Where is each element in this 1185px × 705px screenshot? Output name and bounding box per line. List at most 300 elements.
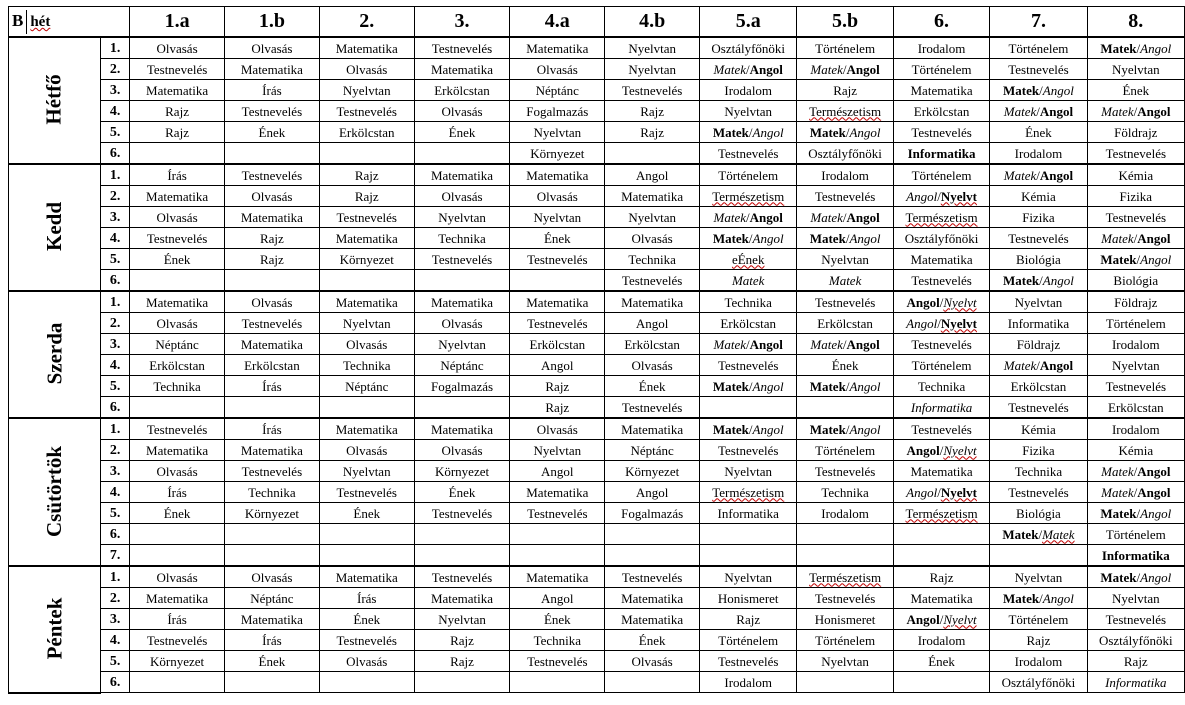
subject-text: Matek — [809, 124, 846, 140]
subject-text: Honismeret — [717, 590, 779, 606]
period-number: 4. — [101, 228, 130, 249]
lesson-row — [9, 291, 1185, 313]
subject-text: Osztályfőnöki — [1098, 632, 1173, 648]
lesson-row — [9, 609, 1185, 630]
subject-text: Angol — [1042, 590, 1074, 606]
lesson-cell — [224, 207, 319, 228]
subject-text: Ének — [928, 653, 955, 669]
lesson-cell — [224, 672, 319, 693]
lesson-cell — [510, 651, 605, 672]
subject-text: Matematika — [621, 188, 684, 204]
subject-text: Írás — [167, 611, 187, 627]
lesson-cell — [130, 482, 225, 503]
subject-text: Angol — [846, 336, 880, 352]
lesson-row — [9, 524, 1185, 545]
subject-text: Olvasás — [441, 442, 483, 458]
subject-text: Nyelvt — [940, 315, 977, 331]
timetable-table — [8, 6, 1185, 694]
subject-text: Rajz — [545, 378, 570, 394]
lesson-cell — [1087, 503, 1184, 524]
lesson-row — [9, 249, 1185, 270]
lesson-cell — [510, 376, 605, 397]
subject-text: Angol — [846, 209, 880, 225]
lesson-cell — [510, 524, 605, 545]
lesson-cell — [797, 440, 893, 461]
lesson-cell — [990, 122, 1087, 143]
subject-separator: / — [746, 336, 750, 352]
subject-text: Testnevelés — [527, 505, 588, 521]
subject-text: Olvasás — [536, 188, 578, 204]
lesson-cell — [1087, 59, 1184, 80]
subject-text: Ének — [163, 505, 191, 521]
subject-text: Angol — [1137, 103, 1171, 119]
subject-text: Matematika — [240, 209, 303, 225]
lesson-cell — [130, 545, 225, 567]
subject-text: Matek — [810, 61, 843, 77]
period-number: 5. — [101, 651, 130, 672]
lesson-cell — [797, 270, 893, 292]
subject-separator: / — [845, 378, 850, 394]
lesson-cell — [130, 334, 225, 355]
lesson-cell — [414, 122, 510, 143]
lesson-cell — [893, 101, 989, 122]
lesson-cell — [1087, 630, 1184, 651]
lesson-cell — [1087, 461, 1184, 482]
subject-text: Informatika — [910, 399, 973, 415]
subject-text: Fogalmazás — [621, 505, 684, 521]
subject-text: Néptánc — [250, 590, 294, 606]
subject-text: Angol — [635, 484, 669, 500]
lesson-cell — [893, 376, 989, 397]
subject-text: Matematika — [335, 569, 398, 585]
lesson-cell — [130, 291, 225, 313]
subject-text: Matematika — [430, 294, 494, 310]
lesson-cell — [797, 651, 893, 672]
subject-text: Fogalmazás — [526, 103, 589, 119]
lesson-cell — [605, 566, 700, 588]
subject-separator: / — [1039, 272, 1043, 288]
lesson-cell — [797, 588, 893, 609]
subject-text: Nyelvt — [940, 188, 977, 204]
lesson-cell — [797, 566, 893, 588]
lesson-cell — [605, 418, 700, 440]
subject-text: Informatika — [1007, 315, 1070, 331]
subject-text: Technika — [821, 484, 869, 500]
subject-text: Matematika — [526, 484, 589, 500]
lesson-row — [9, 59, 1185, 80]
subject-text: Testnevelés — [146, 230, 208, 246]
lesson-cell — [893, 249, 989, 270]
lesson-cell — [510, 440, 605, 461]
subject-separator: / — [748, 378, 753, 394]
lesson-cell — [605, 207, 700, 228]
lesson-cell — [510, 482, 605, 503]
subject-text: Angol — [849, 230, 881, 246]
subject-separator: / — [1039, 590, 1043, 606]
subject-text: Rajz — [259, 230, 284, 246]
subject-text: Ének — [258, 653, 286, 669]
subject-text: Testnevelés — [911, 421, 972, 437]
subject-text: Olvasás — [536, 61, 578, 77]
lesson-cell — [414, 101, 510, 122]
subject-text: Nyelvt — [943, 611, 977, 627]
lesson-cell — [224, 164, 319, 186]
lesson-cell — [414, 334, 510, 355]
subject-text: Angol — [849, 421, 881, 437]
lesson-cell — [510, 418, 605, 440]
lesson-cell — [414, 588, 510, 609]
lesson-cell — [130, 672, 225, 693]
subject-text: Testnevelés — [814, 463, 876, 479]
lesson-cell — [605, 143, 700, 165]
subject-separator: / — [1039, 82, 1043, 98]
subject-text: Testnevelés — [814, 188, 876, 204]
subject-separator: / — [842, 61, 847, 77]
lesson-cell — [319, 334, 414, 355]
lesson-cell — [700, 334, 797, 355]
subject-text: Testnevelés — [336, 484, 397, 500]
lesson-cell — [414, 207, 510, 228]
subject-text: Angol — [752, 124, 784, 140]
lesson-cell — [990, 270, 1087, 292]
lesson-cell — [893, 122, 989, 143]
lesson-cell — [319, 122, 414, 143]
lesson-cell — [893, 440, 989, 461]
subject-text: Írás — [262, 632, 282, 648]
subject-text: Matek — [713, 61, 747, 77]
lesson-cell — [990, 355, 1087, 376]
subject-separator: / — [1133, 463, 1138, 479]
lesson-cell — [700, 355, 797, 376]
lesson-cell — [130, 59, 225, 80]
subject-separator: / — [939, 442, 944, 458]
period-number: 1. — [101, 164, 130, 186]
subject-text: Testnevelés — [911, 124, 972, 140]
subject-text: Néptánc — [630, 442, 674, 458]
lesson-cell — [130, 355, 225, 376]
lesson-cell — [130, 270, 225, 292]
subject-text: Erkölcstan — [529, 336, 586, 352]
subject-text: Nyelvtan — [342, 315, 391, 331]
lesson-cell — [414, 397, 510, 419]
subject-text: Testnevelés — [336, 632, 397, 648]
subject-text: Osztályfőnöki — [711, 40, 786, 56]
subject-text: Irodalom — [1111, 421, 1160, 437]
subject-text: Erkölcstan — [1010, 378, 1067, 394]
subject-text: Irodalom — [724, 82, 773, 98]
subject-text: Testnevelés — [717, 357, 779, 373]
lesson-cell — [605, 122, 700, 143]
subject-text: Földrajz — [1114, 294, 1158, 310]
lesson-cell — [224, 37, 319, 59]
subject-text: Matek — [1042, 526, 1075, 542]
lesson-cell — [414, 270, 510, 292]
subject-separator: / — [845, 421, 850, 437]
period-number: 1. — [101, 566, 130, 588]
subject-text: Angol — [906, 611, 940, 627]
lesson-cell — [414, 672, 510, 693]
lesson-cell — [319, 101, 414, 122]
lesson-cell — [605, 313, 700, 334]
subject-text: Rajz — [354, 188, 379, 204]
lesson-cell — [605, 334, 700, 355]
subject-text: Olvasás — [251, 569, 293, 585]
lesson-cell — [1087, 228, 1184, 249]
lesson-row — [9, 101, 1185, 122]
lesson-cell — [893, 334, 989, 355]
subject-text: Fogalmazás — [430, 378, 494, 394]
lesson-cell — [510, 630, 605, 651]
subject-text: Testnevelés — [1105, 611, 1167, 627]
subject-text: Matek — [731, 272, 765, 288]
subject-text: Informatika — [1105, 674, 1167, 690]
lesson-cell — [893, 524, 989, 545]
period-number: 5. — [101, 122, 130, 143]
subject-text: Matek — [810, 209, 843, 225]
subject-text: Matek — [712, 124, 749, 140]
subject-separator: / — [1133, 230, 1138, 246]
period-number: 5. — [101, 249, 130, 270]
period-number: 4. — [101, 630, 130, 651]
lesson-cell — [414, 249, 510, 270]
lesson-cell — [700, 291, 797, 313]
lesson-cell — [893, 228, 989, 249]
lesson-cell — [700, 651, 797, 672]
lesson-cell — [700, 164, 797, 186]
subject-text: Történelem — [911, 167, 972, 183]
subject-text: Testnevelés — [814, 590, 876, 606]
lesson-cell — [319, 440, 414, 461]
subject-text: Olvasás — [441, 188, 483, 204]
subject-text: Testnevelés — [146, 61, 208, 77]
lesson-cell — [605, 355, 700, 376]
subject-text: Testnevelés — [431, 40, 493, 56]
subject-separator: / — [939, 294, 944, 310]
lesson-cell — [797, 122, 893, 143]
lesson-cell — [605, 249, 700, 270]
subject-text: Nyelvtan — [1014, 294, 1063, 310]
subject-text: Matek — [1003, 590, 1040, 606]
lesson-cell — [893, 207, 989, 228]
lesson-cell — [893, 270, 989, 292]
lesson-row — [9, 461, 1185, 482]
subject-text: Angol — [635, 167, 669, 183]
lesson-cell — [1087, 143, 1184, 165]
lesson-cell — [414, 355, 510, 376]
subject-text: Angol — [906, 294, 940, 310]
subject-text: Testnevelés — [336, 103, 397, 119]
lesson-cell — [990, 609, 1087, 630]
subject-text: Néptánc — [440, 357, 484, 373]
lesson-cell — [797, 672, 893, 693]
day-label: Kedd — [42, 201, 67, 252]
lesson-cell — [700, 461, 797, 482]
lesson-cell — [797, 59, 893, 80]
subject-text: Matematika — [335, 294, 398, 310]
lesson-cell — [224, 418, 319, 440]
subject-separator: / — [746, 209, 750, 225]
subject-text: Angol — [1140, 505, 1172, 521]
lesson-cell — [224, 313, 319, 334]
lesson-cell — [224, 334, 319, 355]
lesson-cell — [700, 566, 797, 588]
subject-text: Technika — [343, 357, 391, 373]
lesson-cell — [893, 503, 989, 524]
subject-text: Technika — [628, 251, 676, 267]
lesson-cell — [893, 291, 989, 313]
subject-text: Nyelvtan — [438, 611, 486, 627]
lesson-cell — [797, 101, 893, 122]
period-number: 2. — [101, 588, 130, 609]
subject-text: Olvasás — [251, 188, 293, 204]
subject-text: Angol — [749, 336, 783, 352]
lesson-cell — [605, 228, 700, 249]
subject-text: Testnevelés — [527, 653, 588, 669]
subject-text: Matematika — [240, 61, 303, 77]
subject-text: Testnevelés — [911, 272, 972, 288]
lesson-cell — [797, 37, 893, 59]
lesson-cell — [797, 164, 893, 186]
subject-text: Történelem — [911, 357, 972, 373]
lesson-cell — [319, 80, 414, 101]
subject-text: Biológia — [1016, 251, 1061, 267]
lesson-cell — [700, 609, 797, 630]
subject-text: Matek — [1003, 82, 1040, 98]
lesson-cell — [130, 566, 225, 588]
subject-text: Testnevelés — [717, 442, 779, 458]
subject-text: Nyelvtan — [342, 463, 391, 479]
lesson-cell — [224, 376, 319, 397]
lesson-row — [9, 376, 1185, 397]
subject-text: Testnevelés — [431, 251, 493, 267]
lesson-cell — [319, 651, 414, 672]
subject-text: Történelem — [1008, 40, 1069, 56]
lesson-cell — [414, 630, 510, 651]
lesson-cell — [510, 672, 605, 693]
lesson-cell — [414, 651, 510, 672]
period-number: 3. — [101, 80, 130, 101]
lesson-cell — [700, 122, 797, 143]
subject-text: Környezet — [244, 505, 299, 521]
lesson-cell — [605, 609, 700, 630]
lesson-cell — [990, 440, 1087, 461]
subject-text: Matek — [1100, 505, 1137, 521]
subject-text: Ének — [448, 124, 476, 140]
subject-text: Történelem — [911, 61, 972, 77]
class-header: 4.a — [510, 7, 605, 38]
lesson-cell — [130, 524, 225, 545]
subject-text: Angol — [1140, 569, 1172, 585]
lesson-cell — [990, 228, 1087, 249]
lesson-cell — [224, 651, 319, 672]
subject-text: Testnevelés — [241, 315, 303, 331]
lesson-cell — [319, 672, 414, 693]
lesson-row — [9, 270, 1185, 292]
lesson-cell — [1087, 566, 1184, 588]
subject-text: Testnevelés — [1105, 209, 1167, 225]
day-label: Szerda — [42, 322, 67, 385]
subject-text: Írás — [357, 590, 377, 606]
lesson-cell — [414, 37, 510, 59]
subject-text: Technika — [533, 632, 582, 648]
lesson-cell — [797, 186, 893, 207]
subject-text: Olvasás — [346, 336, 388, 352]
lesson-cell — [893, 461, 989, 482]
lesson-cell — [130, 397, 225, 419]
subject-text: Matematika — [146, 82, 209, 98]
subject-text: Ének — [1025, 124, 1052, 140]
lesson-cell — [414, 164, 510, 186]
subject-text: Testnevelés — [717, 653, 779, 669]
subject-text: Testnevelés — [1008, 61, 1069, 77]
subject-text: Matek — [713, 336, 747, 352]
class-header: 5.a — [700, 7, 797, 38]
lesson-cell — [700, 101, 797, 122]
subject-text: Kémia — [1021, 421, 1056, 437]
subject-text: Angol — [752, 421, 784, 437]
subject-text: Matematika — [240, 442, 303, 458]
subject-text: Matek — [712, 230, 749, 246]
corner-divider — [26, 10, 27, 34]
subject-text: Olvasás — [536, 421, 578, 437]
lesson-cell — [990, 503, 1087, 524]
lesson-row — [9, 397, 1185, 419]
subject-text: Rajz — [545, 399, 570, 415]
lesson-cell — [605, 503, 700, 524]
lesson-cell — [319, 461, 414, 482]
period-number: 4. — [101, 482, 130, 503]
subject-text: Rajz — [450, 653, 474, 669]
subject-text: Matematika — [335, 40, 398, 56]
lesson-cell — [130, 461, 225, 482]
lesson-cell — [414, 545, 510, 567]
lesson-cell — [700, 418, 797, 440]
subject-separator: / — [845, 124, 850, 140]
subject-text: Honismeret — [814, 611, 876, 627]
subject-text: Angol — [849, 124, 881, 140]
lesson-cell — [130, 101, 225, 122]
lesson-cell — [510, 164, 605, 186]
subject-text: Írás — [167, 167, 187, 183]
lesson-cell — [414, 418, 510, 440]
subject-text: Erkölcstan — [817, 315, 873, 331]
subject-text: Olvasás — [346, 61, 388, 77]
subject-text: Matek — [1100, 40, 1137, 56]
lesson-cell — [700, 313, 797, 334]
lesson-cell — [700, 440, 797, 461]
lesson-row — [9, 418, 1185, 440]
lesson-cell — [319, 270, 414, 292]
subject-text: Nyelvtan — [1014, 569, 1063, 585]
lesson-cell — [1087, 482, 1184, 503]
subject-text: Olvasás — [156, 569, 198, 585]
subject-text: Néptánc — [155, 336, 199, 352]
lesson-cell — [414, 376, 510, 397]
lesson-cell — [700, 249, 797, 270]
subject-text: Történelem — [718, 632, 779, 648]
subject-text: Nyelvtan — [628, 209, 676, 225]
lesson-cell — [797, 355, 893, 376]
lesson-cell — [1087, 122, 1184, 143]
period-number: 6. — [101, 672, 130, 693]
lesson-cell — [1087, 334, 1184, 355]
lesson-cell — [510, 101, 605, 122]
subject-text: Angol — [849, 378, 881, 394]
subject-text: Technika — [917, 378, 966, 394]
subject-text: Biológia — [1016, 505, 1061, 521]
subject-text: Testnevelés — [717, 145, 779, 161]
lesson-cell — [700, 545, 797, 567]
